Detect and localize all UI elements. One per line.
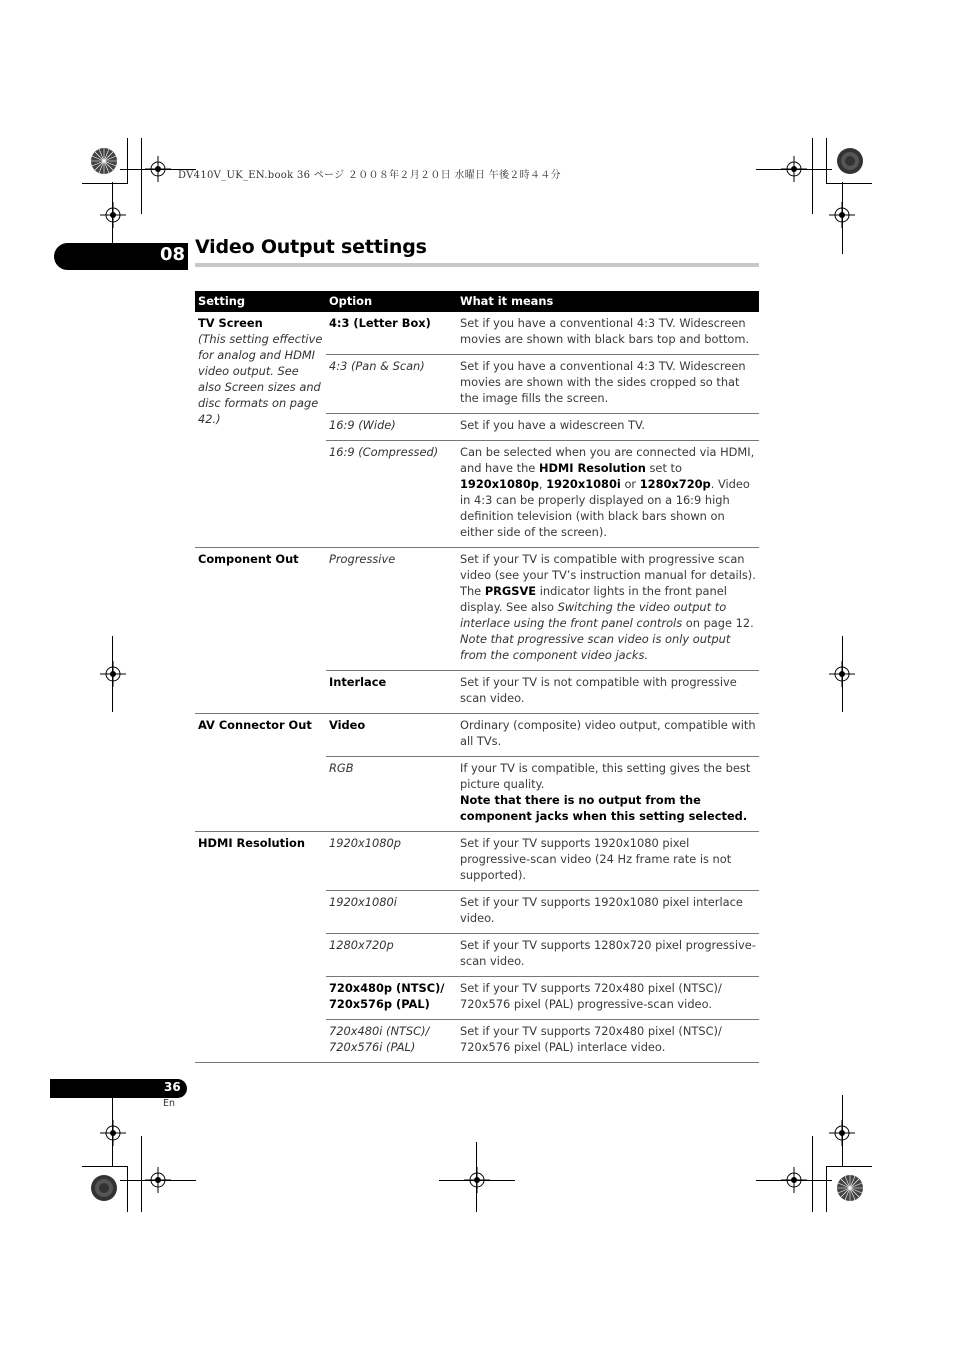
option-cell: 16:9 (Compressed) bbox=[326, 441, 457, 548]
crop-line bbox=[82, 183, 128, 184]
crop-line bbox=[812, 1136, 813, 1212]
bold-run: 1920x1080p bbox=[460, 477, 539, 491]
bold-run: HDMI Resolution bbox=[538, 461, 646, 475]
description-cell: Set if your TV supports 720x480 pixel (NTSC)/ 720x576 pixel (PAL) progressive-scan video. bbox=[457, 977, 759, 1020]
description-cell bbox=[457, 441, 759, 548]
crop-line bbox=[439, 1180, 515, 1181]
crop-line bbox=[112, 1095, 113, 1167]
description-cell: Set if you have a conventional 4:3 TV. Widescreen movies are shown with black bars top and bottom. bbox=[457, 312, 759, 355]
option-cell: 1920x1080p bbox=[326, 832, 457, 891]
setting-name: AV Connector Out bbox=[195, 714, 326, 832]
crop-line bbox=[112, 636, 113, 712]
crop-line bbox=[756, 1180, 832, 1181]
description-cell: Set if you have a conventional 4:3 TV. Widescreen movies are shown with the sides cropped so that the image fills the screen. bbox=[457, 355, 759, 414]
crop-line bbox=[826, 138, 827, 184]
setting-note: (This setting effective for analog and HDMI video output. See also Screen sizes and disc formats on page 42.) bbox=[198, 332, 323, 426]
crop-line bbox=[127, 138, 128, 184]
registration-sunburst-icon bbox=[90, 147, 118, 175]
page-title: Video Output settings bbox=[195, 236, 427, 258]
crop-line bbox=[120, 1180, 196, 1181]
text-run: . Video in 4:3 can be properly displayed on a 16:9 high definition television (with black bars shown on either side of the screen). bbox=[460, 477, 750, 539]
bold-run: PRGSVE bbox=[484, 584, 537, 598]
table-row bbox=[195, 312, 759, 355]
option-cell bbox=[326, 977, 457, 1020]
italic-run: Switching the video output to interlace using the front panel controls bbox=[460, 600, 727, 630]
option-cell: 1280x720p bbox=[326, 934, 457, 977]
print-file-header: DV410V_UK_EN.book 36 ページ ２００８年２月２０日 水曜日 午後２時４４分 bbox=[178, 170, 561, 181]
option-cell: 4:3 (Letter Box) bbox=[326, 312, 457, 355]
table-row bbox=[195, 714, 759, 757]
option-cell: 16:9 (Wide) bbox=[326, 414, 457, 441]
text-run: indicator lights in the front panel display. See also bbox=[460, 584, 727, 614]
text-run: set to bbox=[645, 461, 682, 475]
crop-line bbox=[812, 138, 813, 214]
text-run: , bbox=[538, 477, 547, 491]
option-cell bbox=[326, 1020, 457, 1063]
description-cell bbox=[457, 757, 759, 832]
text-run: Can be selected when you are connected via HDMI, and have the bbox=[460, 445, 755, 475]
option-line: 720x480p (NTSC)/ bbox=[329, 981, 445, 995]
description-cell: Set if your TV supports 720x480 pixel (NTSC)/ 720x576 pixel (PAL) interlace video. bbox=[457, 1020, 759, 1063]
page-language: En bbox=[163, 1098, 176, 1109]
page-number: 36 bbox=[164, 1080, 181, 1094]
registration-sunburst-icon bbox=[836, 147, 864, 175]
crop-line bbox=[82, 1166, 128, 1167]
registration-sunburst-icon bbox=[90, 1174, 118, 1202]
option-cell: RGB bbox=[326, 757, 457, 832]
crop-line bbox=[826, 1166, 827, 1212]
header-setting: Setting bbox=[195, 291, 326, 312]
bold-note: Note that there is no output from the component jacks when this setting selected. bbox=[460, 793, 748, 823]
italic-run: Note that progressive scan video is only output from the component video jacks. bbox=[460, 632, 731, 662]
crosshair-mark-icon bbox=[100, 661, 126, 687]
crop-line bbox=[127, 1166, 128, 1212]
setting-name: Component Out bbox=[195, 548, 326, 714]
option-line: 720x576i (PAL) bbox=[329, 1040, 416, 1054]
header-option: Option bbox=[326, 291, 457, 312]
option-cell: Progressive bbox=[326, 548, 457, 671]
setting-name: HDMI Resolution bbox=[195, 832, 326, 1063]
option-line: 720x576p (PAL) bbox=[329, 997, 430, 1011]
description-cell: Set if you have a widescreen TV. bbox=[457, 414, 759, 441]
crop-line bbox=[756, 169, 832, 170]
setting-name: TV Screen bbox=[198, 316, 263, 330]
crosshair-mark-icon bbox=[100, 1120, 126, 1146]
crop-line bbox=[842, 182, 843, 254]
crop-line bbox=[826, 183, 872, 184]
title-underline bbox=[195, 263, 759, 267]
crop-line bbox=[141, 1136, 142, 1212]
table-row bbox=[195, 832, 759, 891]
option-line: 720x480i (NTSC)/ bbox=[329, 1024, 430, 1038]
text-run: Set if your TV is compatible with progressive scan video (see your TV’s instruction manual for details). The bbox=[460, 552, 756, 598]
text-run: on page 12. bbox=[682, 616, 754, 630]
option-cell: 1920x1080i bbox=[326, 891, 457, 934]
description-cell: Set if your TV supports 1920x1080 pixel interlace video. bbox=[457, 891, 759, 934]
table-header-row bbox=[195, 291, 759, 312]
crop-line bbox=[842, 1095, 843, 1167]
table-row bbox=[195, 548, 759, 671]
description-cell: Set if your TV supports 1920x1080 pixel progressive-scan video (24 Hz frame rate is not supported). bbox=[457, 832, 759, 891]
crop-line bbox=[842, 636, 843, 712]
bold-run: 1280x720p bbox=[639, 477, 711, 491]
header-what-it-means: What it means bbox=[457, 291, 759, 312]
registration-sunburst-icon bbox=[836, 1174, 864, 1202]
option-cell: Interlace bbox=[326, 671, 457, 714]
setting-cell-tv-screen bbox=[195, 312, 326, 548]
option-cell: 4:3 (Pan & Scan) bbox=[326, 355, 457, 414]
description-cell: Ordinary (composite) video output, compatible with all TVs. bbox=[457, 714, 759, 757]
description-cell bbox=[457, 548, 759, 671]
crop-line bbox=[141, 138, 142, 214]
description-cell: Set if your TV is not compatible with progressive scan video. bbox=[457, 671, 759, 714]
chapter-number: 08 bbox=[160, 244, 186, 265]
crop-line bbox=[826, 1166, 872, 1167]
crosshair-mark-icon bbox=[100, 202, 126, 228]
text-run: If your TV is compatible, this setting gives the best picture quality. bbox=[460, 761, 751, 791]
description-cell: Set if your TV supports 1280x720 pixel progressive-scan video. bbox=[457, 934, 759, 977]
crop-line bbox=[476, 1142, 477, 1212]
settings-table bbox=[195, 291, 759, 1063]
bold-run: 1920x1080i bbox=[546, 477, 621, 491]
text-run: or bbox=[620, 477, 640, 491]
option-cell: Video bbox=[326, 714, 457, 757]
